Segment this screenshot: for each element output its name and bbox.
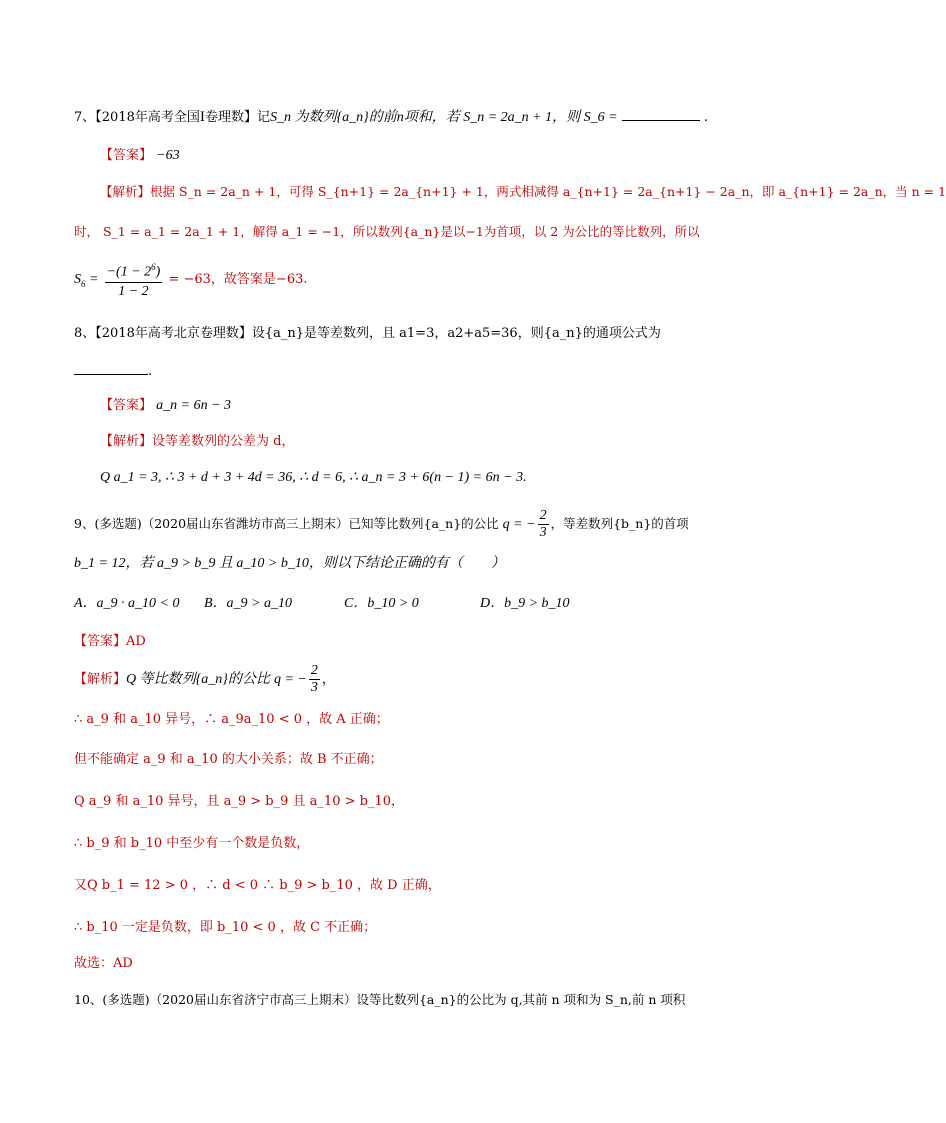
q9-analysis-line-3 (74, 792, 404, 812)
q9-answer-value: AD (126, 634, 146, 649)
q8-stem (74, 324, 661, 344)
q9-answer (74, 632, 146, 652)
q9-analysis-text-1: ∴ a_9 和 a_10 异号，∴ a_9a_10 < 0 ，故 A 正确； (74, 712, 389, 727)
q9-analysis-text-6: ∴ b_10 一定是负数，即 b_10 < 0 ，故 C 不正确； (74, 920, 377, 935)
q8-answer-value: a_n = 6n − 3 (156, 398, 232, 413)
q9-stem-2 (74, 554, 505, 574)
q7-analysis-text-2: 时， S_1 = a_1 = 2a_1 + 1，解得 a_1 = −1，所以数列{a_n}是以−1为首项，以 2 为公比的等比数列，所以 (74, 224, 700, 239)
q9-ratio: q = − (502, 517, 536, 532)
q9-head: 9、(多选题)（2020届山东省潍坊市高三上期末）已知等比数列{a_n}的公比 (74, 516, 499, 531)
q9-analysis-text-5: 又Q b_1 = 12 > 0 ，∴ d < 0 ∴ b_9 > b_10 ，故 D 正确， (74, 878, 441, 893)
q7-stem: 7、【2018年高考全国Ⅰ卷理数】记S_n 为数列{a_n}的前n项和，若 S_n = 2a_n + 1，则 S_6 = . (74, 110, 708, 125)
q9-line2: b_1 = 12，若 a_9 > b_9 且 a_10 > b_10，则以下结论正确的有（ ） (74, 556, 505, 571)
q10-head: 10、(多选题)（2020届山东省济宁市高三上期末）设等比数列{a_n}的公比为 q,其前 n 项和为 S_n,前 n 项积 (74, 992, 686, 1007)
q9-analysis-head-text: Q 等比数列{a_n}的公比 (126, 672, 270, 687)
q7-fraction: $\frac{-(1 - 2^6)}{1 - 2}$ (105, 258, 163, 301)
answer-tag: 【答案】 (100, 148, 153, 163)
q9-analysis-text-7: 故选：AD (74, 956, 133, 971)
q8-analysis-text-2: Q a_1 = 3, ∴ 3 + d + 3 + 4d = 36, ∴ d = 6, ∴ a_n = 3 + 6(n − 1) = 6n − 3. (100, 470, 527, 485)
q9-analysis-head: 【解析】Q 等比数列{a_n}的公比 q = − $\frac{2}{3}$ ， (74, 663, 335, 695)
q7-analysis-1 (100, 182, 946, 202)
analysis-tag: 【解析】 (100, 184, 151, 199)
q7-analysis-text-3: = −63，故答案是−63. (168, 272, 308, 287)
q8-analysis-1 (100, 432, 294, 452)
q8-answer (100, 396, 231, 416)
q9-analysis-line-1 (74, 710, 389, 730)
answer-tag: 【答案】 (100, 398, 153, 413)
q9-analysis-line-5 (74, 876, 441, 896)
q10-stem (74, 990, 685, 1010)
analysis-tag: 【解析】 (74, 672, 127, 687)
q8-blank-line: . (74, 362, 152, 382)
q7-answer-value: −63 (156, 148, 180, 163)
q8-head: 8、【2018年高考北京卷理数】设{a_n}是等差数列，且 a1=3，a2+a5=36，则{a_n}的通项公式为 (74, 326, 661, 341)
option-d: D．b_9 > b_10 (480, 596, 570, 611)
q9-head-tail: ，等差数列{b_n}的首项 (550, 516, 689, 531)
q7-head: 7、【2018年高考全国Ⅰ卷理数】记 (74, 110, 270, 125)
q7-blank (622, 108, 700, 121)
option-b: B．a_9 > a_10 (204, 596, 292, 611)
q9-analysis-line-2 (74, 750, 383, 770)
option-c: C．b_10 > 0 (344, 596, 419, 611)
q9-analysis-line-4 (74, 834, 309, 854)
q8-analysis-2 (100, 468, 527, 488)
q7-analysis-3 (74, 258, 308, 302)
analysis-tag: 【解析】 (100, 434, 153, 449)
q8-blank (74, 362, 148, 375)
q9-analysis-text-3: Q a_9 和 a_10 异号，且 a_9 > b_9 且 a_10 > b_10， (74, 794, 404, 809)
q7-stem-text: S_n 为数列{a_n}的前n项和，若 S_n = 2a_n + 1，则 S_6 = (270, 110, 618, 125)
answer-tag: 【答案】 (74, 634, 127, 649)
q9-analysis-fraction: $\frac{2}{3}$ (310, 663, 318, 695)
q9-analysis-line-7 (74, 954, 133, 974)
q9-analysis-line-6 (74, 918, 376, 938)
q7-analysis-text-1: 根据 S_n = 2a_n + 1，可得 S_{n+1} = 2a_{n+1} + 1，两式相减得 a_{n+1} = 2a_{n+1} − 2a_n，即 a_{n+1} = 2a_n，当 n = 1 (150, 184, 946, 199)
q8-analysis-text-1: 设等差数列的公差为 d， (152, 434, 295, 449)
option-a: A．a_9 · a_10 < 0 (74, 596, 180, 611)
q9-analysis-text-2: 但不能确定 a_9 和 a_10 的大小关系；故 B 不正确； (74, 752, 383, 767)
s6-symbol: $S_6$ = (74, 272, 99, 289)
q9-analysis-text-4: ∴ b_9 和 b_10 中至少有一个数是负数， (74, 836, 310, 851)
q9-fraction: $\frac{2}{3}$ (539, 508, 547, 540)
q9-options (74, 594, 570, 614)
q7-analysis-2 (74, 222, 700, 242)
q9-stem (74, 506, 689, 542)
q7-answer (100, 146, 180, 166)
